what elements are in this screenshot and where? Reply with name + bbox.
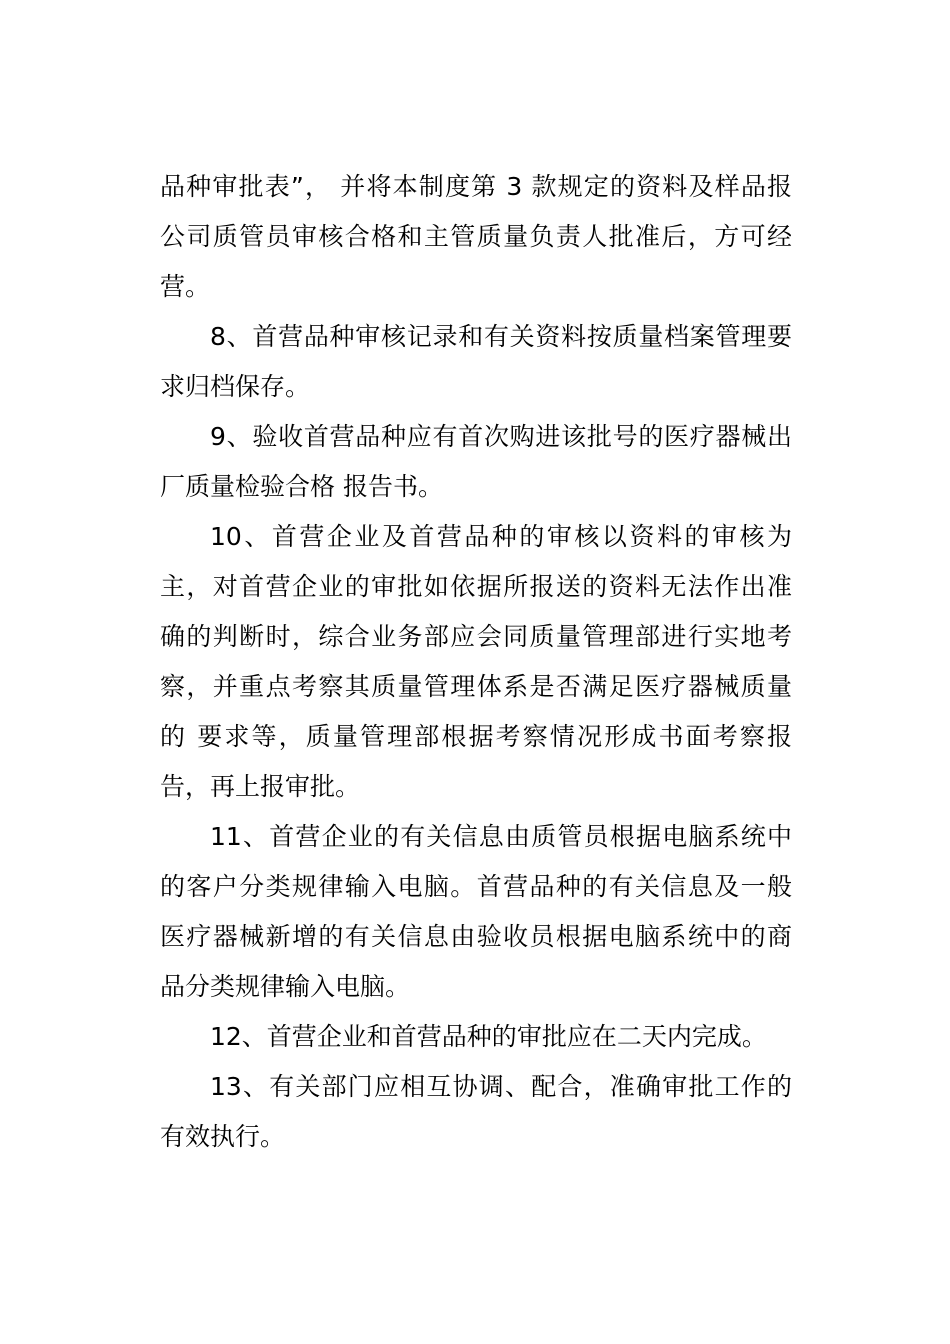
text-line: 的客户分类规律输入电脑。首营品种的有关信息及一般 bbox=[160, 872, 792, 901]
text-line: 11、首营企业的有关信息由质管员根据电脑系统中 bbox=[210, 822, 792, 851]
text-line: 确的判断时，综合业务部应会同质量管理部进行实地考 bbox=[160, 622, 792, 651]
text-line: 品分类规律输入电脑。 bbox=[160, 972, 411, 1001]
text-line: 13、有关部门应相互协调、配合，准确审批工作的 bbox=[210, 1072, 792, 1101]
text-line: 9、验收首营品种应有首次购进该批号的医疗器械出 bbox=[210, 422, 792, 451]
text-line: 医疗器械新增的有关信息由验收员根据电脑系统中的商 bbox=[160, 922, 792, 951]
text-line: 察，并重点考察其质量管理体系是否满足医疗器械质量 bbox=[160, 672, 792, 701]
text-line: 厂质量检验合格 报告书。 bbox=[160, 472, 443, 501]
text-line: 营。 bbox=[160, 272, 211, 301]
text-line: 8、首营品种审核记录和有关资料按质量档案管理要 bbox=[210, 322, 792, 351]
text-line: 公司质管员审核合格和主管质量负责人批准后，方可经 bbox=[160, 222, 792, 251]
text-line: 品种审批表”， 并将本制度第 3 款规定的资料及样品报 bbox=[160, 172, 792, 201]
text-line: 12、首营企业和首营品种的审批应在二天内完成。 bbox=[210, 1022, 767, 1051]
text-line: 有效执行。 bbox=[160, 1122, 286, 1151]
text-line: 告，再上报审批。 bbox=[160, 772, 361, 801]
text-line: 的 要求等，质量管理部根据考察情况形成书面考察报 bbox=[160, 722, 792, 751]
text-line: 主，对首营企业的审批如依据所报送的资料无法作出准 bbox=[160, 572, 792, 601]
text-line: 求归档保存。 bbox=[160, 372, 311, 401]
text-line: 10、首营企业及首营品种的审核以资料的审核为 bbox=[210, 522, 792, 551]
